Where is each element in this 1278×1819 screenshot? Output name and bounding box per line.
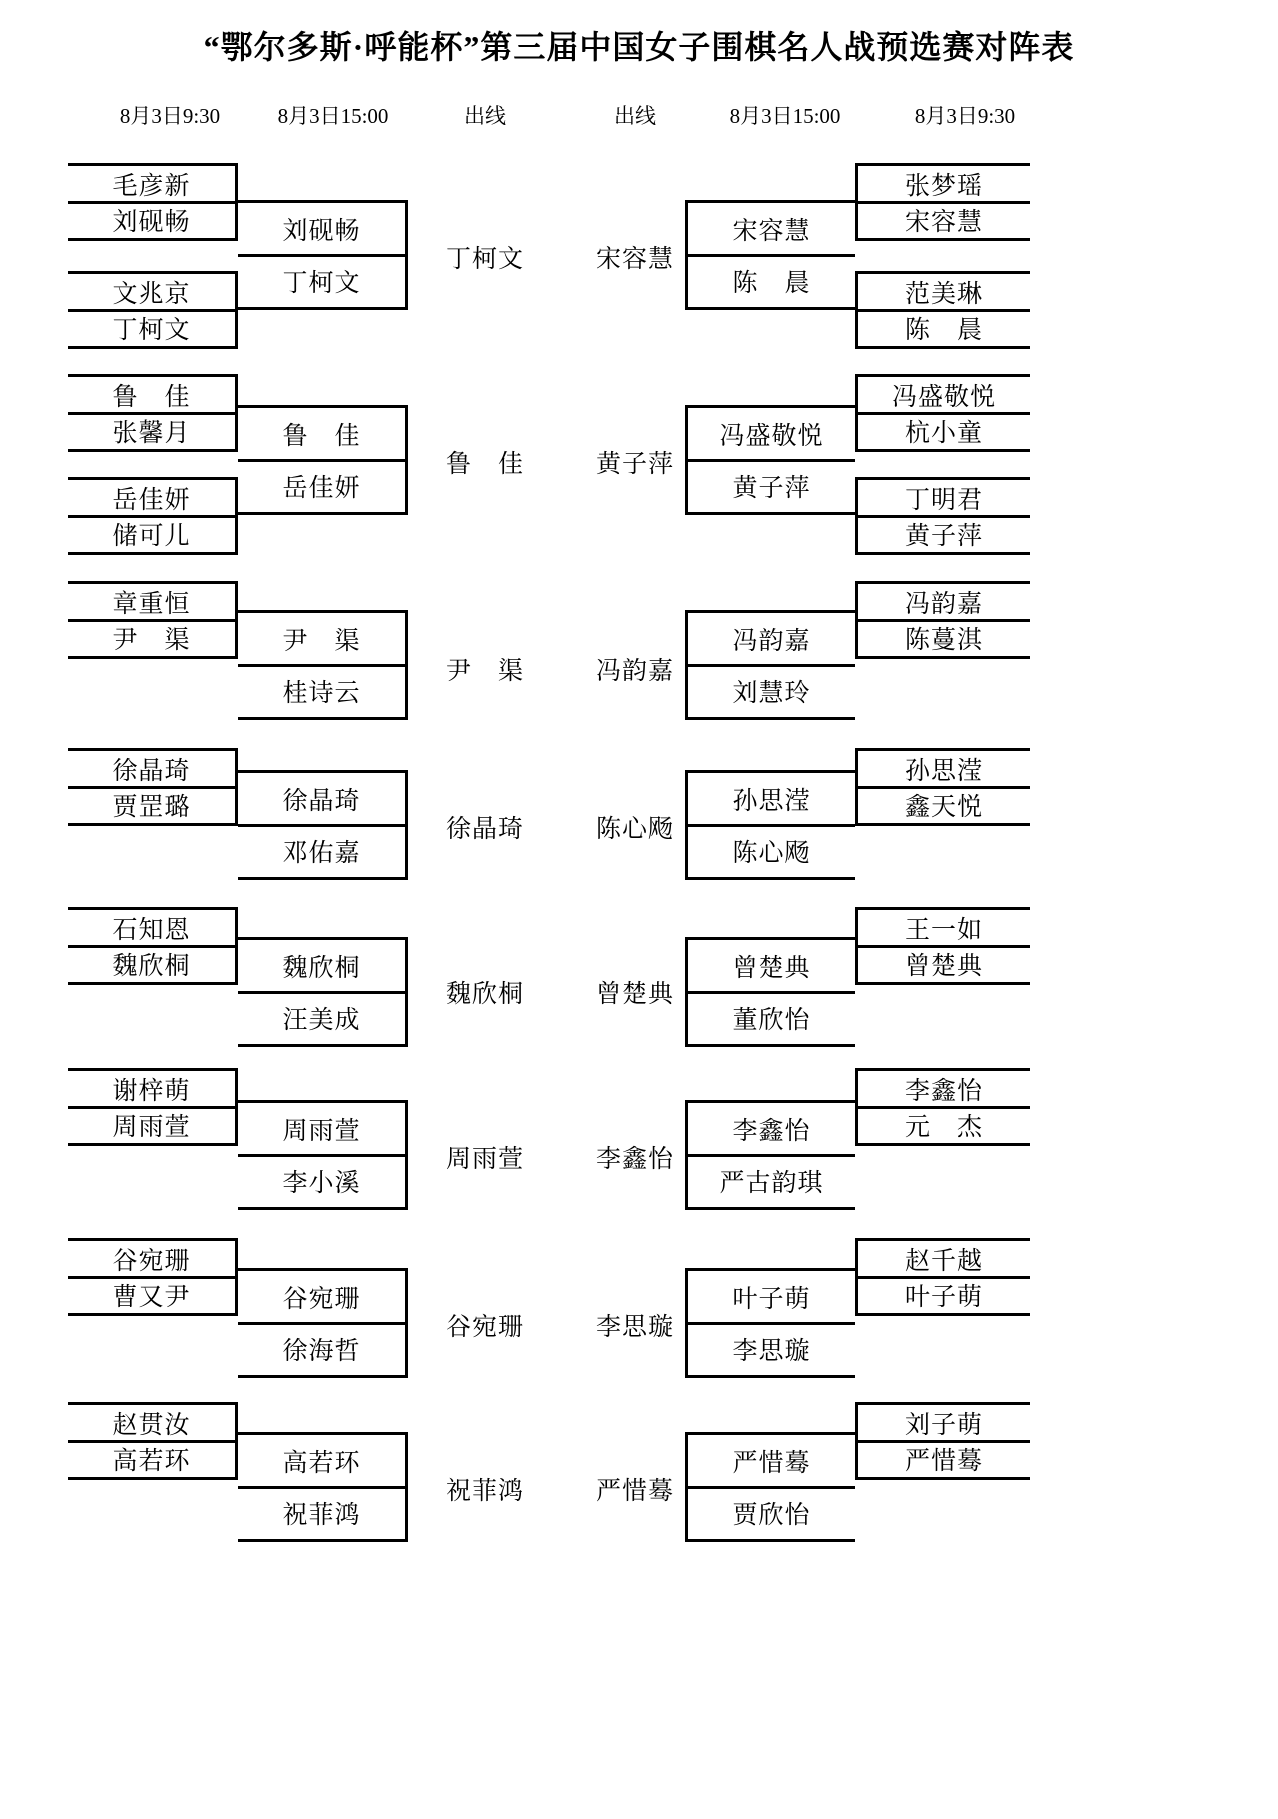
qualifier-right-8: 严惜蓦 [595,1478,674,1505]
round-label-row [0,100,1278,130]
match-right-r1-1 [855,163,1030,241]
qualifier-left-5: 魏欣桐 [445,981,524,1008]
qualifier-left-6: 周雨萱 [445,1146,524,1173]
match-left-r1-6 [68,748,238,826]
match-right-r2-4 [685,770,855,880]
match-right-r2-1 [685,200,855,310]
page-title: “鄂尔多斯·呼能杯”第三届中国女子围棋名人战预选赛对阵表 [203,29,1075,65]
player-name: 丁柯文 [282,270,361,297]
player-name: 周雨萱 [282,1118,361,1145]
match-left-r1-2 [68,271,238,349]
player-name: 刘砚畅 [112,209,191,236]
match-right-r1-9 [855,1238,1030,1316]
player-name: 黄子萍 [732,475,811,502]
qualifier-left-2: 鲁 佳 [445,451,524,478]
match-left-r1-4 [68,477,238,555]
round-label-l3: 出线 [464,104,506,128]
player-name: 冯盛敬悦 [719,423,824,450]
match-right-r1-8 [855,1068,1030,1146]
qualifier-right-3: 冯韵嘉 [595,658,674,685]
qualifier-right-7: 李思璇 [595,1314,674,1341]
match-right-r1-2 [855,271,1030,349]
player-name: 陈 晨 [904,317,983,344]
match-right-r1-4 [855,477,1030,555]
player-name: 文兆京 [112,281,191,308]
qualifier-left-1: 丁柯文 [445,246,524,273]
player-name: 杭小童 [904,420,983,447]
player-name: 陈蔓淇 [904,627,983,654]
match-right-r1-10 [855,1402,1030,1480]
round-label-r3: 出线 [614,104,656,128]
player-name: 冯韵嘉 [732,628,811,655]
match-right-r1-7 [855,907,1030,985]
player-name: 桂诗云 [282,680,361,707]
match-left-r2-4 [238,770,408,880]
match-left-r1-8 [68,1068,238,1146]
player-name: 石知恩 [112,917,191,944]
qualifier-right-2: 黄子萍 [595,451,674,478]
player-name: 鲁 佳 [282,423,361,450]
player-name: 李思璇 [732,1338,811,1365]
player-name: 曹又尹 [112,1284,191,1311]
match-left-r1-1 [68,163,238,241]
player-name: 岳佳妍 [282,475,361,502]
player-name: 祝菲鸿 [282,1502,361,1529]
qualifier-left-3: 尹 渠 [445,658,524,685]
match-left-r1-5 [68,581,238,659]
match-left-r2-5 [238,937,408,1047]
match-left-r2-6 [238,1100,408,1210]
player-name: 谷宛珊 [112,1248,191,1275]
qualifier-right-6: 李鑫怡 [595,1146,674,1173]
player-name: 高若环 [282,1450,361,1477]
player-name: 谢梓萌 [112,1078,191,1105]
match-left-r1-7 [68,907,238,985]
match-left-r1-9 [68,1238,238,1316]
player-name: 徐晶琦 [112,758,191,785]
player-name: 刘子萌 [904,1412,983,1439]
player-name: 李鑫怡 [904,1078,983,1105]
player-name: 储可儿 [112,523,191,550]
player-name: 严惜蓦 [904,1448,983,1475]
player-name: 岳佳妍 [112,487,191,514]
match-left-r2-7 [238,1268,408,1378]
player-name: 陈 晨 [732,270,811,297]
player-name: 章重恒 [112,591,191,618]
player-name: 魏欣桐 [282,955,361,982]
qualifier-right-1: 宋容慧 [595,246,674,273]
player-name: 严惜蓦 [732,1450,811,1477]
player-name: 孙思滢 [732,788,811,815]
match-left-r2-2 [238,405,408,515]
player-name: 叶子萌 [904,1284,983,1311]
match-right-r2-8 [685,1432,855,1542]
player-name: 丁柯文 [112,317,191,344]
match-left-r2-8 [238,1432,408,1542]
match-right-r2-2 [685,405,855,515]
round-label-r1: 8月3日9:30 [914,104,1016,128]
player-name: 冯韵嘉 [904,591,983,618]
player-name: 毛彦新 [112,173,191,200]
player-name: 张馨月 [112,420,191,447]
match-right-r2-3 [685,610,855,720]
match-left-r1-3 [68,374,238,452]
qualifier-left-7: 谷宛珊 [445,1314,524,1341]
player-name: 徐晶琦 [282,788,361,815]
player-name: 尹 渠 [112,627,191,654]
round-label-r2: 8月3日15:00 [729,104,841,128]
player-name: 汪美成 [282,1007,361,1034]
player-name: 贾欣怡 [732,1502,811,1529]
player-name: 刘砚畅 [282,218,361,245]
qualifier-left-8: 祝菲鸿 [445,1478,524,1505]
player-name: 董欣怡 [732,1007,811,1034]
player-name: 王一如 [904,917,983,944]
match-right-r2-5 [685,937,855,1047]
match-right-r1-3 [855,374,1030,452]
player-name: 赵贯汝 [112,1412,191,1439]
qualifier-left-4: 徐晶琦 [445,816,524,843]
qualifier-right-4: 陈心飏 [595,816,674,843]
player-name: 范美琳 [904,281,983,308]
round-label-l2: 8月3日15:00 [277,104,389,128]
player-name: 冯盛敬悦 [891,384,996,411]
player-name: 陈心飏 [732,840,811,867]
match-right-r2-7 [685,1268,855,1378]
player-name: 张梦瑶 [904,173,983,200]
player-name: 李鑫怡 [732,1118,811,1145]
match-left-r1-10 [68,1402,238,1480]
player-name: 孙思滢 [904,758,983,785]
player-name: 宋容慧 [904,209,983,236]
player-name: 元 杰 [904,1114,983,1141]
player-name: 赵千越 [904,1248,983,1275]
player-name: 鑫天悦 [904,794,983,821]
player-name: 严古韵琪 [719,1170,824,1197]
player-name: 李小溪 [282,1170,361,1197]
player-name: 尹 渠 [282,628,361,655]
match-right-r1-6 [855,748,1030,826]
player-name: 徐海哲 [282,1338,361,1365]
player-name: 邓佑嘉 [282,840,361,867]
player-name: 黄子萍 [904,523,983,550]
player-name: 曾楚典 [904,953,983,980]
player-name: 刘慧玲 [732,680,811,707]
player-name: 贾罡璐 [112,794,191,821]
qualifier-right-5: 曾楚典 [595,981,674,1008]
player-name: 丁明君 [904,487,983,514]
match-right-r2-6 [685,1100,855,1210]
player-name: 高若环 [112,1448,191,1475]
match-left-r2-1 [238,200,408,310]
player-name: 宋容慧 [732,218,811,245]
player-name: 魏欣桐 [112,953,191,980]
round-label-l1: 8月3日9:30 [119,104,221,128]
player-name: 周雨萱 [112,1114,191,1141]
player-name: 曾楚典 [732,955,811,982]
player-name: 鲁 佳 [112,384,191,411]
player-name: 叶子萌 [732,1286,811,1313]
match-right-r1-5 [855,581,1030,659]
match-left-r2-3 [238,610,408,720]
player-name: 谷宛珊 [282,1286,361,1313]
